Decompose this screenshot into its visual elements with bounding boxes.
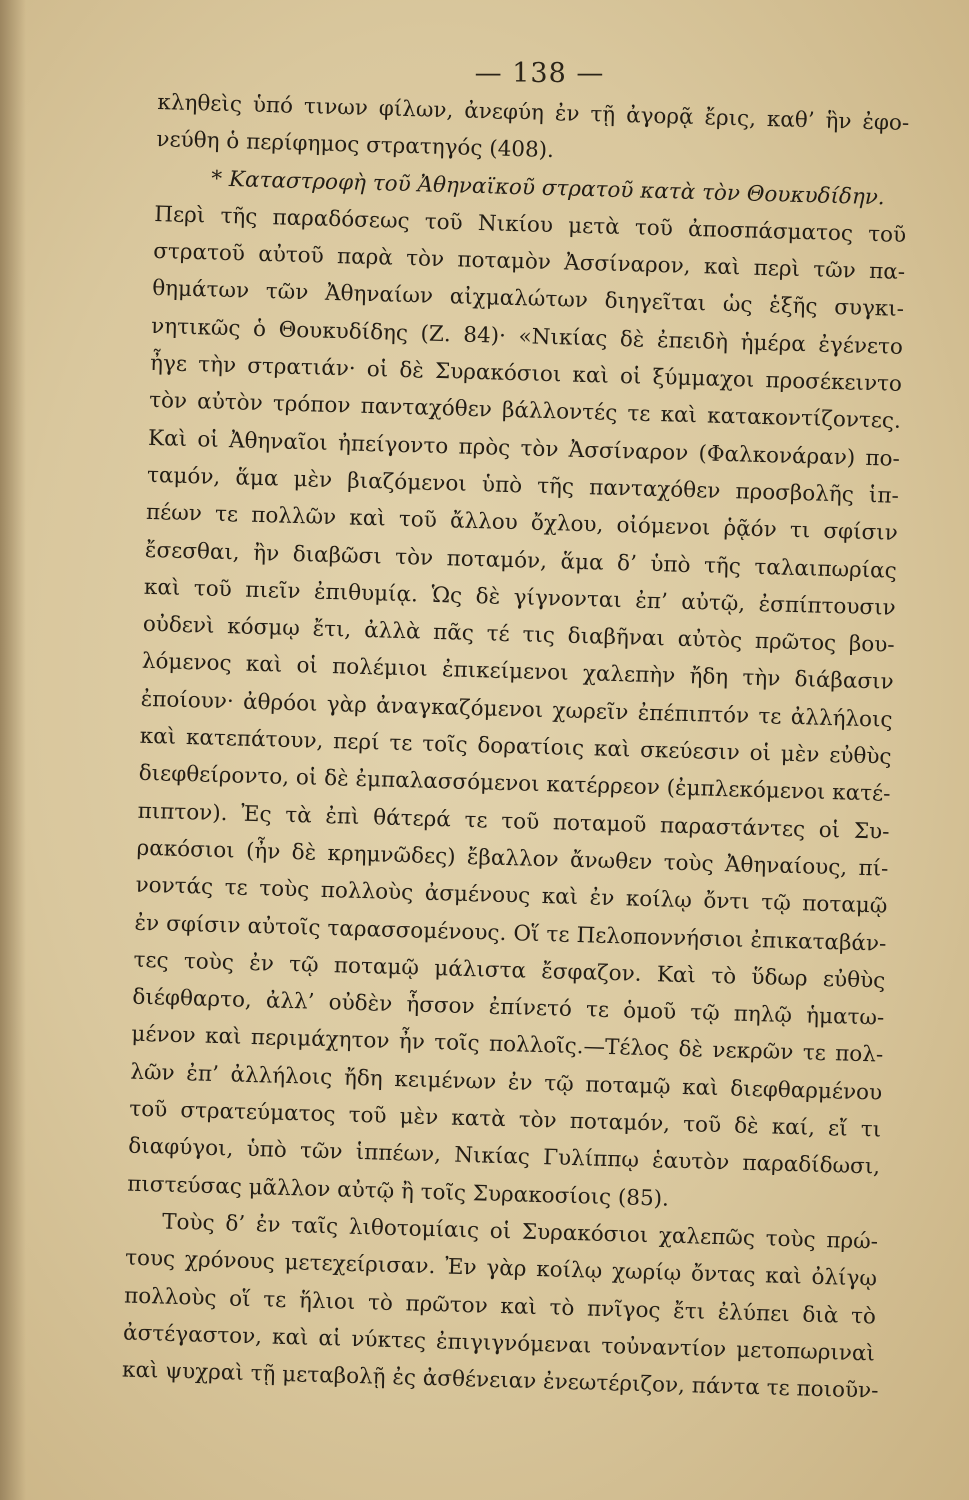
text-line: πιπτον). Ἐς τὰ ἐπὶ θάτερά τε τοῦ ποταμοῦ παραστάντες οἱ Συ- (137, 798, 890, 845)
page-number: — 138 — (474, 58, 605, 89)
text-line: καὶ ψυχραὶ τῇ μεταβολῇ ἐς ἀσθένειαν ἐνεωτέριζον, πάντα τε ποιοῦν- (121, 1357, 879, 1404)
text-line: πέων τε πολλῶν καὶ τοῦ ἄλλου ὄχλου, οἰόμενοι ῥᾷόν τι σφίσιν (145, 500, 899, 547)
text-line: μένον καὶ περιμάχητον ἦν τοῖς πολλοῖς.—Τέλος δὲ νεκρῶν τε πολ- (131, 1022, 884, 1069)
text-line: Τοὺς δ’ ἐν ταῖς λιθοτομίαις οἱ Συρακόσιοι χαλεπῶς τοὺς πρώ- (161, 1209, 879, 1255)
section-heading: * Καταστροφὴ τοῦ Ἀθηναϊκοῦ στρατοῦ κατὰ τὸν Θουκυδίδην. (211, 166, 886, 210)
text-line: νητικῶς ὁ Θουκυδίδης (Ζ. 84)· «Νικίας δὲ ἐπειδὴ ἡμέρα ἐγένετο (150, 313, 904, 360)
text-line: τοῦ στρατεύματος τοῦ μὲν κατὰ τὸν ποταμόν, τοῦ δὲ καί, εἴ τι (129, 1096, 882, 1143)
text-line: ἦγε τὴν στρατιάν· οἱ δὲ Συρακόσιοι καὶ οἱ ξύμμαχοι προσέκειντο (149, 350, 903, 397)
text-line: ἀστέγαστον, καὶ αἱ νύκτες ἐπιγιγνόμεναι τοὐναντίον μετοπωριναὶ (122, 1320, 876, 1367)
text-line: τες τοὺς ἐν τῷ ποταμῷ μάλιστα ἔσφαζον. Καὶ τὸ ὕδωρ εὐθὺς (133, 947, 886, 994)
text-line: πιστεύσας μᾶλλον αὐτῷ ἢ τοῖς Συρακοσίοις (85). (126, 1171, 670, 1212)
text-line: καὶ τοῦ πιεῖν ἐπιθυμίᾳ. Ὡς δὲ γίγνονται ἐπ’ αὐτῷ, ἐσπίπτουσιν (143, 574, 897, 621)
text-line: λόμενος καὶ οἱ πολέμιοι ἐπικείμενοι χαλεπὴν ἤδη τὴν διάβασιν (141, 649, 894, 696)
text-line: διέφθαρτο, ἀλλ’ οὐδὲν ἧσσον ἐπίνετό τε ὁμοῦ τῷ πηλῷ ἡματω- (132, 984, 885, 1031)
text-line: ἐν σφίσιν αὐτοῖς ταρασσομένους. Οἵ τε Πελοποννήσιοι ἐπικαταβάν- (134, 910, 887, 957)
text-line: θημάτων τῶν Ἀθηναίων αἰχμαλώτων διηγεῖται ὡς ἑξῆς συγκι- (151, 276, 905, 323)
text-line: διεφθείροντο, οἱ δὲ ἐμπαλασσόμενοι κατέρρεον (ἐμπλεκόμενοι κατέ- (138, 761, 891, 808)
text-line: λῶν ἐπ’ ἀλλήλοις ἤδη κειμένων ἐν τῷ ποταμῷ καὶ διεφθαρμένου (130, 1059, 883, 1106)
text-line: στρατοῦ αὐτοῦ παρὰ τὸν ποταμὸν Ἀσσίναρον, καὶ περὶ τῶν πα- (152, 239, 906, 286)
text-line: οὐδενὶ κόσμῳ ἔτι, ἀλλὰ πᾶς τέ τις διαβῆναι αὐτὸς πρῶτος βου- (142, 611, 895, 658)
body-text (122, 84, 910, 1410)
text-line: νεύθη ὁ περίφημος στρατηγός (408). (156, 127, 555, 164)
text-line: ταμόν, ἅμα μὲν βιαζόμενοι ὑπὸ τῆς πανταχόθεν προσβολῆς ἱπ- (146, 462, 900, 509)
text-line: τὸν αὐτὸν τρόπον πανταχόθεν βάλλοντές τε καὶ κατακοντίζοντες. (148, 388, 902, 435)
text-line: πολλοὺς οἵ τε ἥλιοι τὸ πρῶτον καὶ τὸ πνῖγος ἔτι ἐλύπει διὰ τὸ (123, 1283, 877, 1330)
text-line: ρακόσιοι (ἦν δὲ κρημνῶδες) ἔβαλλον ἄνωθεν τοὺς Ἀθηναίους, πί- (136, 835, 889, 882)
text-line: κληθεὶς ὑπό τινων φίλων, ἀνεφύη ἐν τῇ ἀγορᾷ ἔρις, καθ’ ἣν ἐφο- (157, 89, 910, 136)
text-line: νοντάς τε τοὺς πολλοὺς ἀσμένους καὶ ἐν κοίλῳ ὄντι τῷ ποταμῷ (135, 872, 888, 919)
text-line: τους χρόνους μετεχείρισαν. Ἐν γὰρ κοίλῳ χωρίῳ ὄντας καὶ ὀλίγῳ (124, 1245, 878, 1292)
text-line: ἔσεσθαι, ἢν διαβῶσι τὸν ποταμόν, ἅμα δ’ ὑπὸ τῆς ταλαιπωρίας (144, 537, 898, 584)
text-line: καὶ κατεπάτουν, περί τε τοῖς δορατίοις καὶ σκεύεσιν οἱ μὲν εὐθὺς (139, 723, 892, 770)
text-line: διαφύγοι, ὑπὸ τῶν ἱππέων, Νικίας Γυλίππῳ ἑαυτὸν παραδίδωσι, (127, 1133, 881, 1180)
text-line: Καὶ οἱ Ἀθηναῖοι ἠπείγοντο πρὸς τὸν Ἀσσίναρον (Φαλκονάραν) πο- (147, 425, 901, 472)
text-line: Περὶ τῆς παραδόσεως τοῦ Νικίου μετὰ τοῦ ἀποσπάσματος τοῦ (154, 201, 907, 248)
text-line: ἐποίουν· ἀθρόοι γὰρ ἀναγκαζόμενοι χωρεῖν ἐπέπιπτόν τε ἀλλήλοις (140, 686, 893, 733)
